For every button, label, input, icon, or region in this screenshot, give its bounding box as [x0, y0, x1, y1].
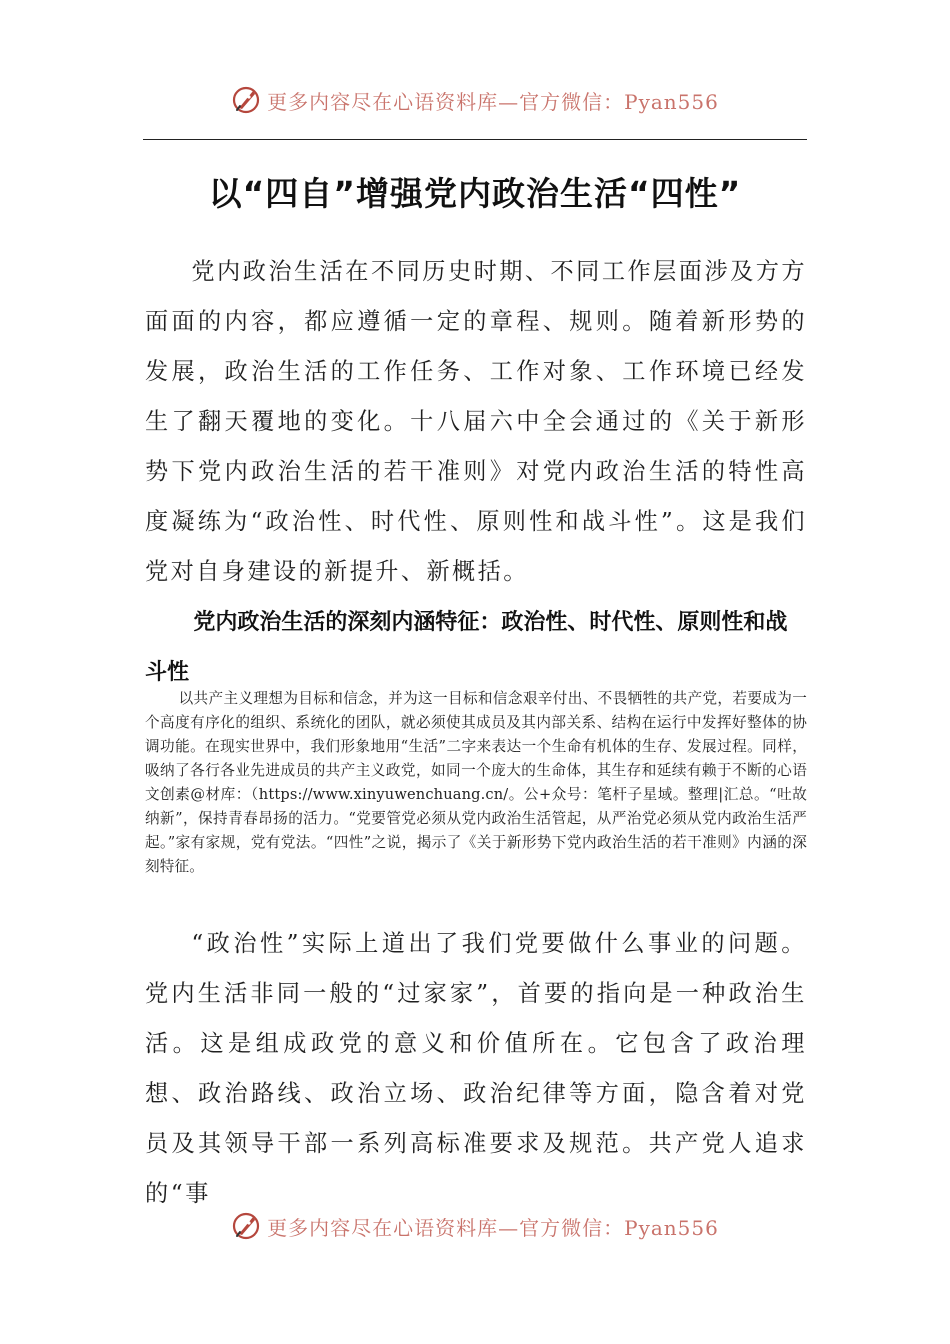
quill-logo-icon: [231, 1211, 261, 1241]
header-brand[interactable]: [0, 80, 950, 120]
footer-brand[interactable]: [0, 1206, 950, 1246]
paragraph-intro: 党内政治生活在不同历史时期、不同工作层面涉及方方面面的内容，都应遵循一定的章程、规则。随着新形势的发展，政治生活的工作任务、工作对象、工作环境已经发生了翻天覆地的变化。十八届六中全会通过的《关于新形势下党内政治生活的若干准则》对党内政治生活的特性高度凝练为“政治性、时代性、原则性和战斗性”。这是我们党对自身建设的新提升、新概括。: [145, 258, 807, 585]
paragraph-small-print: 以共产主义理想为目标和信念，并为这一目标和信念艰辛付出、不畏牺牲的共产党，若要成为一个高度有序化的组织、系统化的团队，就必须使其成员及其内部关系、结构在运行中发挥好整体的协调功能。在现实世界中，我们形象地用“生活”二字来表达一个生命有机体的生存、发展过程。同样，吸纳了各行各业先进成员的共产主义政党，如同一个庞大的生命体，其生存和延续有赖于不断的心语文创素@材库：（https://www.xinyuwenchuang.cn/。公+众号：笔杆子星域。整理|汇总。“吐故纳新”，保持青春昂扬的活力。“党要管党必须从党内政治生活管起，从严治党必须从党内政治生活严起。”家有家规，党有党法。“四性”之说，揭示了《关于新形势下党内政治生活的若干准则》内涵的深刻特征。: [145, 690, 807, 875]
section-subheading: 党内政治生活的深刻内涵特征：政治性、时代性、原则性和战斗性: [145, 610, 788, 685]
header-divider: [143, 139, 807, 140]
header-brand-text: 更多内容尽在心语资料库—官方微信：Pyan556: [267, 89, 719, 114]
paragraph-political: “政治性”实际上道出了我们党要做什么事业的问题。党内生活非同一般的“过家家”，首要的指向是一种政治生活。这是组成政党的意义和价值所在。它包含了政治理想、政治路线、政治立场、政治纪律等方面，隐含着对党员及其领导干部一系列高标准要求及规范。共产党人追求的“事: [145, 930, 807, 1207]
quill-logo-icon: [231, 85, 261, 115]
document-title: 以“四自”增强党内政治生活“四性”: [208, 174, 742, 213]
footer-brand-text: 更多内容尽在心语资料库—官方微信：Pyan556: [267, 1215, 719, 1240]
